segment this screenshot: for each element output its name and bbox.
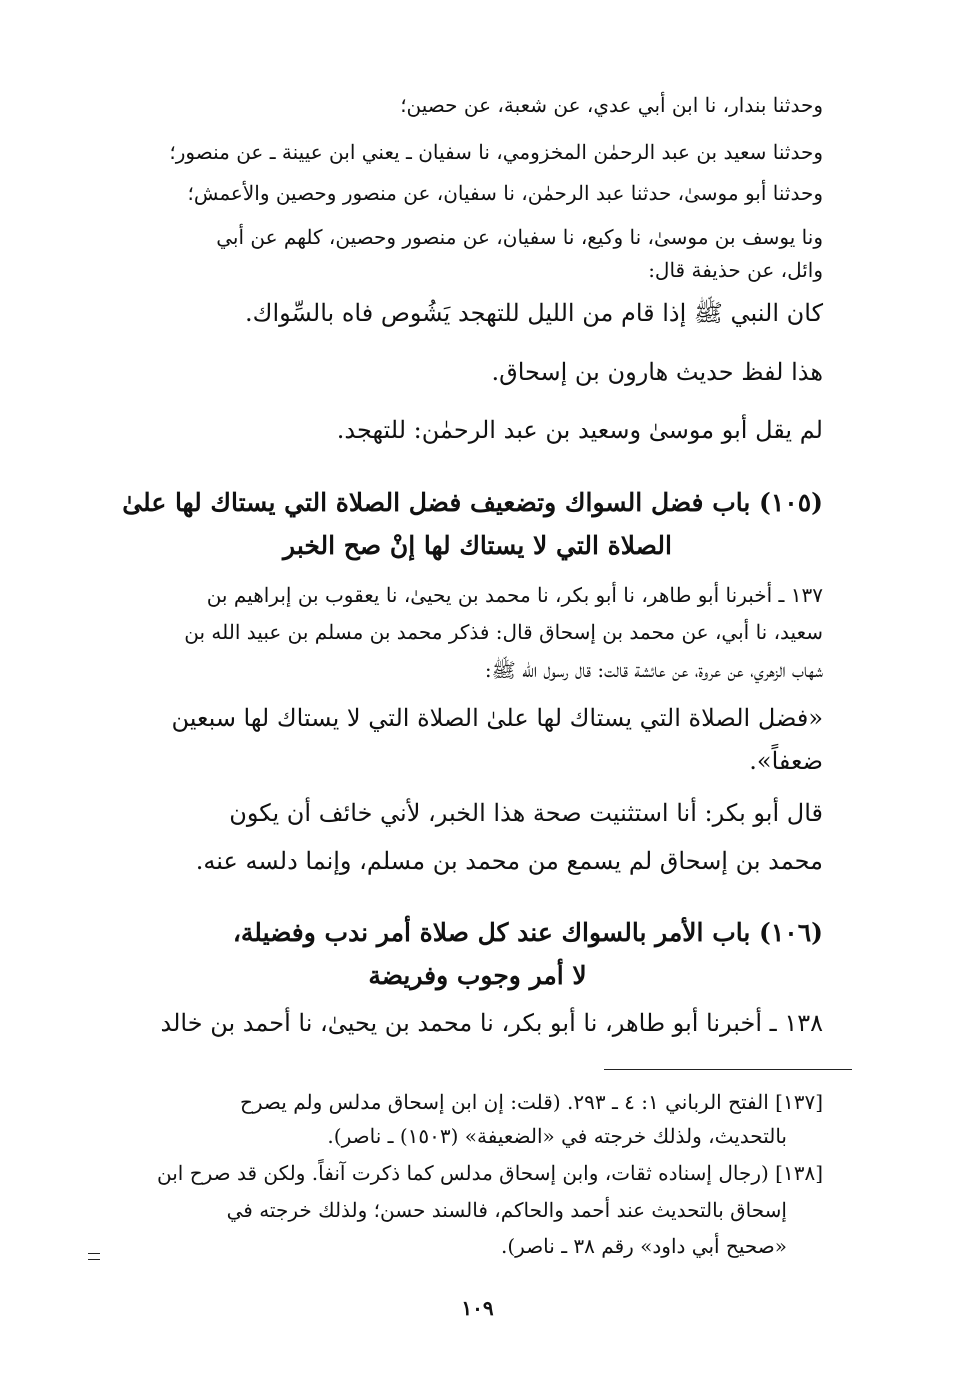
chapter-heading: الصلاة التي لا يستاك لها إنْ صح الخبر [283,531,672,560]
page-number: ١٠٩ [461,1296,494,1320]
note-text: هذا لفظ حديث هارون بن إسحاق. [491,358,823,386]
footnote-line: [١٣٧] الفتح الرباني ١: ٤ ـ ٢٩٣. (قلت: إن ابن إسحاق مدلس ولم يصرح [239,1090,823,1114]
note-text: لم يقل أبو موسىٰ وسعيد بن عبد الرحمٰن: للتهجد. [336,416,823,444]
isnad-line: وحدثنا أبو موسىٰ، حدثنا عبد الرحمٰن، نا سفيان، عن منصور وحصين والأعمش؛ [187,181,823,205]
hadith-text: «فضل الصلاة التي يستاك لها علىٰ الصلاة التي لا يستاك لها سبعين [171,704,823,732]
continuation-mark [88,1253,100,1260]
isnad-line: وائل، عن حذيفة قال: [648,258,823,282]
isnad-line: وحدثنا بندار، نا ابن أبي عدي، عن شعبة، عن حصين؛ [400,93,823,117]
isnad-line: ١٣٧ ـ أخبرنا أبو طاهر، نا أبو بكر، نا محمد بن يحيىٰ، نا يعقوب بن إبراهيم بن [206,583,823,607]
chapter-heading: لا أمر وجوب وفريضة [368,961,587,990]
hadith-text: كان النبي ﷺ إذا قام من الليل للتهجد يَشُوص فاه بالسِّواك. [245,299,823,327]
chapter-heading: (١٠٦) باب الأمر بالسواك عند كل صلاة أمر ندب وفضيلة، [232,918,823,947]
chapter-heading: (١٠٥) باب فضل السواك وتضعيف فضل الصلاة التي يستاك لها علىٰ [122,488,823,517]
isnad-line: ونا يوسف بن موسىٰ، نا وكيع، نا سفيان، عن منصور وحصين، كلهم عن أبي [216,225,823,249]
footnote-line: «صحيح أبي داود» رقم ٣٨ ـ ناصر). [501,1234,787,1258]
isnad-line: وحدثنا سعيد بن عبد الرحمٰن المخزومي، نا سفيان ـ يعني ابن عيينة ـ عن منصور؛ [169,140,823,164]
comment-text: قال أبو بكر: أنا استثنيت صحة هذا الخبر، لأني خائف أن يكون [229,799,823,827]
isnad-line: شهاب الزهري، عن عروة، عن عائشة قالت: قال رسول الله ﷺ: [484,658,823,682]
isnad-line: ١٣٨ ـ أخبرنا أبو طاهر، نا أبو بكر، نا محمد بن يحيىٰ، نا أحمد بن خالد [160,1009,823,1037]
footnote-separator [604,1069,852,1070]
isnad-line: سعيد، نا أبي، عن محمد بن إسحاق قال: فذكر محمد بن مسلم بن عبيد الله بن [184,620,823,644]
footnote-line: [١٣٨] (رجال إسناده ثقات، وابن إسحاق مدلس كما ذكرت آنفاً. ولكن قد صرح ابن [157,1161,823,1185]
footnote-line: إسحاق بالتحديث عند أحمد والحاكم، فالسند حسن؛ ولذلك خرجته في [226,1198,787,1222]
comment-text: محمد بن إسحاق لم يسمع من محمد بن مسلم، وإنما دلسه عنه. [195,847,823,875]
footnote-line: بالتحديث، ولذلك خرجته في «الضعيفة» (١٥٠٣) ـ ناصر). [327,1124,787,1148]
hadith-text: ضعفاً». [749,747,823,775]
